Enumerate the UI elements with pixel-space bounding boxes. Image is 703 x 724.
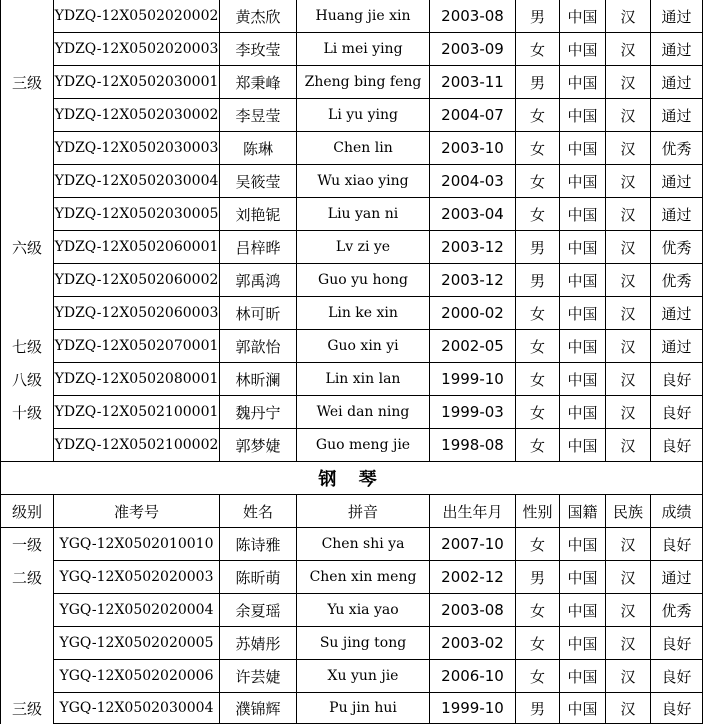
cell-pinyin: Chen shi ya — [297, 528, 430, 561]
cell-name: 郭梦婕 — [220, 429, 297, 462]
section-title: 钢 琴 — [1, 462, 703, 495]
cell-nationality: 中国 — [560, 0, 606, 33]
cell-gender: 女 — [516, 429, 560, 462]
cell-nationality: 中国 — [560, 165, 606, 198]
cell-level — [1, 660, 54, 693]
cell-exam-no: YDZQ-12X0502020002 — [54, 0, 220, 33]
table-row — [1, 363, 703, 396]
cell-nationality: 中国 — [560, 627, 606, 660]
cell-ethnicity: 汉 — [606, 561, 651, 594]
cell-exam-no: YDZQ-12X0502030003 — [54, 132, 220, 165]
cell-exam-no: YGQ-12X0502020003 — [54, 561, 220, 594]
cell-result: 通过 — [651, 33, 703, 66]
cell-name: 陈琳 — [220, 132, 297, 165]
cell-ethnicity: 汉 — [606, 231, 651, 264]
cell-birth: 2002-05 — [430, 330, 516, 363]
header-exam-no: 准考号 — [54, 495, 220, 528]
cell-birth: 2002-12 — [430, 561, 516, 594]
cell-ethnicity: 汉 — [606, 297, 651, 330]
cell-birth: 2003-10 — [430, 132, 516, 165]
cell-nationality: 中国 — [560, 231, 606, 264]
cell-result: 通过 — [651, 0, 703, 33]
cell-pinyin: Wu xiao ying — [297, 165, 430, 198]
cell-ethnicity: 汉 — [606, 66, 651, 99]
cell-level — [1, 165, 54, 198]
cell-gender: 男 — [516, 0, 560, 33]
cell-ethnicity: 汉 — [606, 363, 651, 396]
cell-result: 通过 — [651, 99, 703, 132]
cell-exam-no: YDZQ-12X0502030001 — [54, 66, 220, 99]
cell-nationality: 中国 — [560, 594, 606, 627]
cell-name: 濮锦辉 — [220, 693, 297, 724]
cell-nationality: 中国 — [560, 528, 606, 561]
cell-result: 良好 — [651, 396, 703, 429]
results-table-body — [1, 0, 703, 724]
cell-result: 优秀 — [651, 594, 703, 627]
cell-birth: 2006-10 — [430, 660, 516, 693]
cell-level — [1, 594, 54, 627]
cell-name: 黄杰欣 — [220, 0, 297, 33]
cell-result: 良好 — [651, 429, 703, 462]
cell-name: 李昱莹 — [220, 99, 297, 132]
cell-name: 陈诗雅 — [220, 528, 297, 561]
cell-result: 通过 — [651, 198, 703, 231]
cell-ethnicity: 汉 — [606, 99, 651, 132]
cell-pinyin: Wei dan ning — [297, 396, 430, 429]
cell-pinyin: Guo xin yi — [297, 330, 430, 363]
cell-level: 三级 — [1, 66, 54, 99]
cell-nationality: 中国 — [560, 363, 606, 396]
cell-level — [1, 33, 54, 66]
cell-ethnicity: 汉 — [606, 693, 651, 724]
cell-name: 余夏瑶 — [220, 594, 297, 627]
cell-nationality: 中国 — [560, 330, 606, 363]
cell-gender: 女 — [516, 330, 560, 363]
cell-result: 通过 — [651, 561, 703, 594]
cell-ethnicity: 汉 — [606, 264, 651, 297]
cell-level — [1, 627, 54, 660]
table-row — [1, 594, 703, 627]
header-nationality: 国籍 — [560, 495, 606, 528]
cell-name: 陈昕萌 — [220, 561, 297, 594]
cell-ethnicity: 汉 — [606, 396, 651, 429]
cell-name: 郭歆怡 — [220, 330, 297, 363]
header-result: 成绩 — [651, 495, 703, 528]
cell-nationality: 中国 — [560, 297, 606, 330]
cell-result: 通过 — [651, 165, 703, 198]
cell-birth: 1999-03 — [430, 396, 516, 429]
cell-ethnicity: 汉 — [606, 165, 651, 198]
cell-birth: 1999-10 — [430, 693, 516, 724]
cell-ethnicity: 汉 — [606, 429, 651, 462]
cell-birth: 2004-07 — [430, 99, 516, 132]
table-row — [1, 528, 703, 561]
header-ethnicity: 民族 — [606, 495, 651, 528]
cell-ethnicity: 汉 — [606, 0, 651, 33]
cell-ethnicity: 汉 — [606, 132, 651, 165]
cell-pinyin: Lin xin lan — [297, 363, 430, 396]
cell-ethnicity: 汉 — [606, 330, 651, 363]
cell-nationality: 中国 — [560, 396, 606, 429]
cell-gender: 男 — [516, 561, 560, 594]
cell-pinyin: Chen lin — [297, 132, 430, 165]
cell-name: 刘艳铌 — [220, 198, 297, 231]
cell-level — [1, 264, 54, 297]
cell-name: 李玫莹 — [220, 33, 297, 66]
cell-pinyin: Guo meng jie — [297, 429, 430, 462]
cell-level: 八级 — [1, 363, 54, 396]
cell-exam-no: YGQ-12X0502020004 — [54, 594, 220, 627]
cell-name: 苏婧彤 — [220, 627, 297, 660]
cell-result: 良好 — [651, 660, 703, 693]
cell-exam-no: YDZQ-12X0502100001 — [54, 396, 220, 429]
cell-nationality: 中国 — [560, 693, 606, 724]
header-row — [1, 495, 703, 528]
table-row — [1, 330, 703, 363]
cell-pinyin: Lv zi ye — [297, 231, 430, 264]
cell-exam-no: YGQ-12X0502010010 — [54, 528, 220, 561]
cell-pinyin: Su jing tong — [297, 627, 430, 660]
cell-pinyin: Chen xin meng — [297, 561, 430, 594]
table-row — [1, 33, 703, 66]
cell-exam-no: YGQ-12X0502030004 — [54, 693, 220, 724]
table-row — [1, 198, 703, 231]
cell-level: 十级 — [1, 396, 54, 429]
cell-pinyin: Zheng bing feng — [297, 66, 430, 99]
cell-level: 三级 — [1, 693, 54, 724]
cell-pinyin: Li yu ying — [297, 99, 430, 132]
cell-name: 吕梓晔 — [220, 231, 297, 264]
cell-name: 郑秉峰 — [220, 66, 297, 99]
cell-level: 七级 — [1, 330, 54, 363]
section-title-row — [1, 462, 703, 495]
cell-level — [1, 429, 54, 462]
cell-result: 良好 — [651, 363, 703, 396]
cell-level: 一级 — [1, 528, 54, 561]
cell-birth: 2003-02 — [430, 627, 516, 660]
cell-gender: 男 — [516, 264, 560, 297]
cell-gender: 女 — [516, 660, 560, 693]
table-row — [1, 132, 703, 165]
cell-exam-no: YDZQ-12X0502100002 — [54, 429, 220, 462]
cell-exam-no: YGQ-12X0502020005 — [54, 627, 220, 660]
table-row — [1, 0, 703, 33]
cell-pinyin: Liu yan ni — [297, 198, 430, 231]
cell-gender: 女 — [516, 396, 560, 429]
cell-nationality: 中国 — [560, 660, 606, 693]
cell-nationality: 中国 — [560, 198, 606, 231]
cell-exam-no: YDZQ-12X0502070001 — [54, 330, 220, 363]
cell-pinyin: Lin ke xin — [297, 297, 430, 330]
cell-birth: 2003-12 — [430, 231, 516, 264]
cell-gender: 女 — [516, 528, 560, 561]
cell-birth: 2003-12 — [430, 264, 516, 297]
cell-birth: 2003-08 — [430, 0, 516, 33]
cell-result: 良好 — [651, 528, 703, 561]
cell-birth: 2003-08 — [430, 594, 516, 627]
cell-gender: 男 — [516, 66, 560, 99]
header-name: 姓名 — [220, 495, 297, 528]
cell-exam-no: YDZQ-12X0502030004 — [54, 165, 220, 198]
cell-birth: 1999-10 — [430, 363, 516, 396]
cell-name: 林可昕 — [220, 297, 297, 330]
cell-nationality: 中国 — [560, 33, 606, 66]
cell-level — [1, 99, 54, 132]
cell-birth: 2003-11 — [430, 66, 516, 99]
cell-level — [1, 0, 54, 33]
table-row — [1, 660, 703, 693]
cell-name: 林昕澜 — [220, 363, 297, 396]
cell-pinyin: Li mei ying — [297, 33, 430, 66]
cell-level — [1, 198, 54, 231]
cell-gender: 女 — [516, 165, 560, 198]
cell-exam-no: YGQ-12X0502020006 — [54, 660, 220, 693]
cell-birth: 2003-04 — [430, 198, 516, 231]
cell-gender: 男 — [516, 693, 560, 724]
table-row — [1, 396, 703, 429]
table-row — [1, 66, 703, 99]
cell-birth: 2003-09 — [430, 33, 516, 66]
cell-nationality: 中国 — [560, 132, 606, 165]
cell-gender: 女 — [516, 627, 560, 660]
cell-gender: 女 — [516, 33, 560, 66]
cell-result: 良好 — [651, 693, 703, 724]
cell-nationality: 中国 — [560, 429, 606, 462]
header-gender: 性别 — [516, 495, 560, 528]
cell-nationality: 中国 — [560, 66, 606, 99]
cell-nationality: 中国 — [560, 99, 606, 132]
cell-name: 魏丹宁 — [220, 396, 297, 429]
cell-level — [1, 297, 54, 330]
cell-exam-no: YDZQ-12X0502060002 — [54, 264, 220, 297]
header-pinyin: 拼音 — [297, 495, 430, 528]
table-row — [1, 561, 703, 594]
cell-exam-no: YDZQ-12X0502060001 — [54, 231, 220, 264]
cell-result: 优秀 — [651, 132, 703, 165]
cell-gender: 女 — [516, 198, 560, 231]
cell-gender: 女 — [516, 132, 560, 165]
cell-birth: 1998-08 — [430, 429, 516, 462]
cell-ethnicity: 汉 — [606, 594, 651, 627]
cell-ethnicity: 汉 — [606, 33, 651, 66]
cell-name: 许芸婕 — [220, 660, 297, 693]
cell-name: 吴筱莹 — [220, 165, 297, 198]
cell-gender: 男 — [516, 231, 560, 264]
cell-ethnicity: 汉 — [606, 528, 651, 561]
cell-gender: 女 — [516, 594, 560, 627]
table-row — [1, 429, 703, 462]
table-row — [1, 165, 703, 198]
cell-exam-no: YDZQ-12X0502030002 — [54, 99, 220, 132]
cell-birth: 2000-02 — [430, 297, 516, 330]
cell-ethnicity: 汉 — [606, 660, 651, 693]
cell-ethnicity: 汉 — [606, 198, 651, 231]
cell-pinyin: Pu jin hui — [297, 693, 430, 724]
table-row — [1, 693, 703, 724]
cell-nationality: 中国 — [560, 561, 606, 594]
cell-result: 优秀 — [651, 231, 703, 264]
cell-pinyin: Xu yun jie — [297, 660, 430, 693]
cell-birth: 2004-03 — [430, 165, 516, 198]
cell-level — [1, 132, 54, 165]
table-row — [1, 99, 703, 132]
cell-gender: 女 — [516, 363, 560, 396]
table-row — [1, 297, 703, 330]
cell-result: 通过 — [651, 66, 703, 99]
header-level: 级别 — [1, 495, 54, 528]
cell-level: 六级 — [1, 231, 54, 264]
cell-pinyin: Guo yu hong — [297, 264, 430, 297]
header-birth: 出生年月 — [430, 495, 516, 528]
cell-pinyin: Yu xia yao — [297, 594, 430, 627]
cell-gender: 女 — [516, 99, 560, 132]
cell-result: 优秀 — [651, 264, 703, 297]
cell-result: 通过 — [651, 297, 703, 330]
table-row — [1, 264, 703, 297]
cell-exam-no: YDZQ-12X0502020003 — [54, 33, 220, 66]
cell-ethnicity: 汉 — [606, 627, 651, 660]
cell-level: 二级 — [1, 561, 54, 594]
cell-result: 良好 — [651, 627, 703, 660]
cell-birth: 2007-10 — [430, 528, 516, 561]
cell-exam-no: YDZQ-12X0502060003 — [54, 297, 220, 330]
cell-gender: 女 — [516, 297, 560, 330]
cell-name: 郭禹鸿 — [220, 264, 297, 297]
cell-exam-no: YDZQ-12X0502030005 — [54, 198, 220, 231]
cell-nationality: 中国 — [560, 264, 606, 297]
cell-pinyin: Huang jie xin — [297, 0, 430, 33]
cell-exam-no: YDZQ-12X0502080001 — [54, 363, 220, 396]
cell-result: 通过 — [651, 330, 703, 363]
table-row — [1, 231, 703, 264]
table-row — [1, 627, 703, 660]
